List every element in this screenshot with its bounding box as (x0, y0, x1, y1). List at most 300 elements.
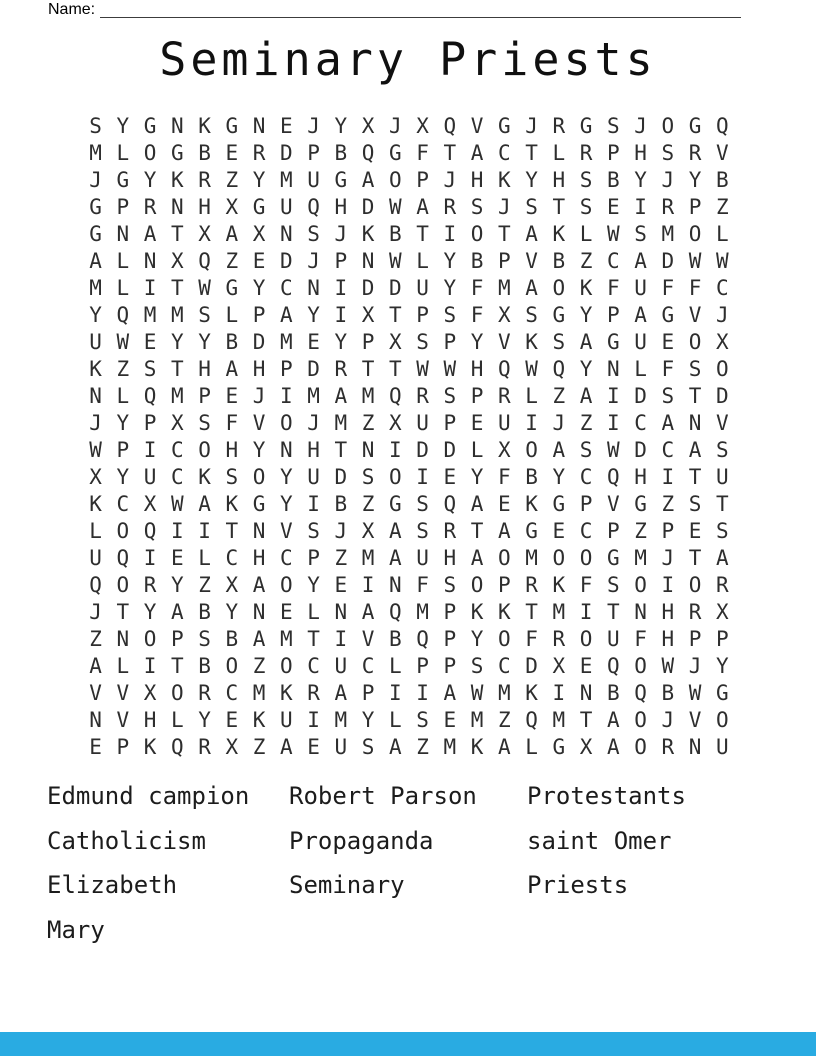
grid-letter: O (116, 518, 130, 543)
grid-letter: O (552, 275, 566, 300)
grid-letter: Z (252, 734, 266, 759)
grid-letter: V (607, 491, 620, 516)
grid-letter: C (661, 437, 675, 462)
grid-letter: B (552, 248, 566, 273)
grid-letter: X (389, 329, 402, 354)
grid-letter: B (716, 167, 729, 192)
grid-letter: A (280, 734, 293, 759)
grid-letter: H (634, 464, 647, 489)
grid-letter: Y (89, 302, 102, 327)
grid-letter: L (116, 140, 130, 165)
grid-letter: B (334, 140, 348, 165)
grid-letter: L (716, 221, 729, 246)
grid-letter: L (116, 653, 130, 678)
grid-letter: A (361, 599, 375, 624)
grid-letter: E (225, 383, 239, 408)
grid-letter: N (116, 221, 130, 246)
grid-letter: W (389, 194, 402, 219)
grid-letter: P (252, 302, 266, 327)
grid-letter: E (225, 707, 239, 732)
grid-letter: C (280, 275, 293, 300)
grid-letter: L (116, 383, 130, 408)
grid-letter: P (607, 140, 620, 165)
grid-letter: M (89, 275, 102, 300)
grid-letter: F (525, 626, 538, 651)
grid-letter: M (171, 383, 184, 408)
grid-letter: V (688, 302, 702, 327)
grid-letter: P (443, 626, 457, 651)
grid-letter: B (470, 248, 484, 273)
grid-letter: R (525, 572, 538, 597)
grid-letter: O (688, 221, 702, 246)
grid-letter: V (716, 410, 729, 435)
grid-letter: T (579, 707, 593, 732)
grid-letter: I (307, 707, 320, 732)
grid-letter: Z (89, 626, 102, 651)
grid-letter: N (634, 599, 647, 624)
grid-letter: M (361, 383, 375, 408)
grid-letter: M (634, 545, 647, 570)
word-list-item: saint Omer (527, 826, 672, 855)
grid-letter: P (171, 626, 184, 651)
grid-letter: G (607, 545, 620, 570)
grid-letter: N (688, 734, 702, 759)
grid-letter: X (716, 599, 729, 624)
grid-letter: T (171, 356, 184, 381)
grid-letter: Y (634, 167, 647, 192)
grid-letter: T (389, 302, 402, 327)
grid-letter: L (116, 275, 130, 300)
grid-letter: D (252, 329, 266, 354)
grid-letter: L (225, 302, 239, 327)
word-list-item: Propaganda (289, 826, 434, 855)
grid-letter: X (552, 653, 566, 678)
grid-letter: U (280, 194, 293, 219)
grid-letter: F (225, 410, 239, 435)
grid-letter: O (225, 653, 239, 678)
grid-letter: H (470, 167, 484, 192)
grid-letter: A (607, 707, 620, 732)
grid-letter: Q (716, 113, 729, 138)
grid-letter: G (552, 734, 566, 759)
grid-letter: N (116, 626, 130, 651)
grid-letter: B (225, 626, 239, 651)
grid-letter: T (443, 140, 457, 165)
grid-letter: K (552, 572, 566, 597)
grid-letter: C (498, 653, 511, 678)
grid-letter: S (416, 491, 429, 516)
grid-letter: S (225, 464, 239, 489)
grid-letter: S (525, 194, 538, 219)
grid-letter: G (334, 167, 348, 192)
grid-letter: D (416, 437, 429, 462)
grid-letter: M (334, 410, 348, 435)
grid-letter: S (198, 626, 211, 651)
grid-letter: L (307, 599, 320, 624)
grid-letter: L (634, 356, 647, 381)
grid-letter: Y (334, 113, 348, 138)
grid-letter: S (470, 653, 484, 678)
grid-letter: J (661, 545, 675, 570)
grid-letter: Z (198, 572, 211, 597)
grid-letter: P (307, 140, 320, 165)
grid-letter: M (280, 167, 293, 192)
grid-letter: N (280, 437, 293, 462)
grid-letter: H (252, 356, 266, 381)
grid-letter: V (525, 248, 538, 273)
grid-letter: K (361, 221, 375, 246)
grid-letter: J (688, 653, 702, 678)
grid-letter: V (716, 140, 729, 165)
grid-letter: P (498, 248, 511, 273)
grid-letter: F (661, 275, 675, 300)
grid-letter: Q (607, 464, 620, 489)
grid-letter: S (579, 437, 593, 462)
grid-letter: Y (116, 410, 130, 435)
grid-letter: N (280, 221, 293, 246)
grid-letter: I (361, 572, 375, 597)
grid-letter: S (634, 221, 647, 246)
grid-letter: O (470, 221, 484, 246)
grid-letter: A (89, 653, 102, 678)
grid-letter: U (307, 464, 320, 489)
grid-letter: M (443, 734, 457, 759)
grid-letter: Z (361, 491, 375, 516)
grid-letter: L (552, 140, 566, 165)
grid-letter: O (389, 167, 402, 192)
grid-letter: R (552, 113, 566, 138)
grid-letter: D (280, 248, 293, 273)
grid-letter: I (443, 221, 457, 246)
grid-letter: T (716, 491, 729, 516)
grid-letter: K (89, 356, 102, 381)
grid-letter: S (89, 113, 102, 138)
grid-letter: S (416, 707, 429, 732)
grid-letter: A (334, 680, 348, 705)
grid-letter: O (171, 680, 184, 705)
grid-letter: Y (225, 599, 239, 624)
grid-letter: G (552, 491, 566, 516)
grid-letter: Z (361, 410, 375, 435)
grid-letter: R (661, 194, 675, 219)
word-list-item: Edmund campion (47, 782, 250, 811)
grid-letter: J (89, 599, 102, 624)
grid-letter: G (661, 302, 675, 327)
grid-letter: Q (443, 113, 457, 138)
grid-letter: Y (280, 464, 293, 489)
grid-letter: Q (116, 545, 130, 570)
grid-letter: K (498, 599, 511, 624)
grid-letter: Q (143, 518, 157, 543)
grid-letter: S (416, 329, 429, 354)
grid-letter: P (443, 329, 457, 354)
grid-letter: F (498, 464, 511, 489)
grid-letter: G (225, 275, 239, 300)
grid-letter: Y (361, 707, 375, 732)
grid-letter: Y (525, 167, 538, 192)
grid-letter: U (280, 707, 293, 732)
grid-letter: J (552, 410, 566, 435)
grid-letter: Q (552, 356, 566, 381)
grid-letter: Y (443, 275, 457, 300)
grid-letter: K (552, 221, 566, 246)
grid-letter: E (579, 653, 593, 678)
grid-letter: M (661, 221, 675, 246)
grid-letter: O (525, 437, 538, 462)
grid-letter: C (498, 140, 511, 165)
grid-letter: H (634, 140, 647, 165)
grid-letter: Y (579, 302, 593, 327)
grid-letter: E (307, 734, 320, 759)
grid-letter: V (280, 518, 293, 543)
grid-letter: D (307, 356, 320, 381)
grid-letter: Y (116, 113, 130, 138)
grid-letter: D (634, 437, 647, 462)
grid-letter: I (579, 599, 593, 624)
grid-letter: P (443, 599, 457, 624)
grid-letter: P (416, 167, 429, 192)
grid-letter: H (661, 626, 675, 651)
grid-letter: R (443, 518, 457, 543)
word-list (47, 774, 762, 952)
grid-letter: N (171, 194, 184, 219)
grid-letter: Y (334, 329, 348, 354)
grid-letter: Y (252, 437, 266, 462)
grid-letter: P (688, 194, 702, 219)
grid-letter: T (307, 626, 320, 651)
grid-letter: A (280, 302, 293, 327)
grid-letter: P (361, 680, 375, 705)
grid-letter: Y (552, 464, 566, 489)
grid-letter: P (416, 653, 429, 678)
grid-letter: A (361, 167, 375, 192)
grid-letter: B (198, 140, 211, 165)
grid-letter: H (198, 356, 211, 381)
grid-letter: S (661, 383, 675, 408)
word-list-item: Elizabeth (47, 871, 178, 900)
grid-letter: S (443, 383, 457, 408)
grid-letter: Q (634, 680, 647, 705)
grid-letter: J (634, 113, 647, 138)
grid-letter: J (307, 248, 320, 273)
grid-letter: P (607, 518, 620, 543)
grid-letter: S (688, 356, 702, 381)
grid-letter: R (443, 194, 457, 219)
grid-letter: R (661, 734, 675, 759)
grid-letter: F (634, 626, 647, 651)
grid-letter: Y (470, 626, 484, 651)
grid-letter: E (252, 248, 266, 273)
grid-letter: O (716, 707, 729, 732)
grid-letter: H (661, 599, 675, 624)
grid-letter: Q (143, 383, 157, 408)
grid-letter: W (416, 356, 429, 381)
grid-letter: W (607, 221, 620, 246)
grid-letter: L (416, 248, 429, 273)
grid-letter: Y (443, 248, 457, 273)
grid-letter: N (143, 248, 157, 273)
grid-letter: Y (688, 167, 702, 192)
grid-letter: P (416, 302, 429, 327)
grid-letter: A (579, 383, 593, 408)
word-search-grid (82, 112, 736, 760)
grid-letter: U (716, 734, 729, 759)
grid-letter: J (498, 194, 511, 219)
grid-letter: P (607, 302, 620, 327)
grid-letter: B (198, 653, 211, 678)
grid-letter: S (443, 572, 457, 597)
grid-letter: B (389, 626, 402, 651)
grid-letter: P (198, 383, 211, 408)
grid-letter: M (89, 140, 102, 165)
grid-letter: A (470, 140, 484, 165)
grid-letter: A (389, 545, 402, 570)
grid-letter: N (334, 599, 348, 624)
grid-letter: A (89, 248, 102, 273)
grid-letter: A (171, 599, 184, 624)
grid-letter: D (525, 653, 538, 678)
grid-letter: Y (171, 329, 184, 354)
grid-letter: T (361, 356, 375, 381)
grid-letter: X (225, 734, 239, 759)
grid-letter: P (443, 653, 457, 678)
grid-letter: F (688, 275, 702, 300)
grid-letter: O (116, 572, 130, 597)
grid-letter: N (579, 680, 593, 705)
grid-letter: Y (198, 329, 211, 354)
grid-letter: M (307, 383, 320, 408)
grid-letter: X (198, 221, 211, 246)
grid-letter: E (443, 464, 457, 489)
grid-letter: H (470, 356, 484, 381)
grid-letter: K (470, 734, 484, 759)
grid-letter: M (280, 329, 293, 354)
grid-letter: C (171, 437, 184, 462)
grid-letter: I (334, 302, 348, 327)
grid-letter: O (198, 437, 211, 462)
grid-letter: M (498, 275, 511, 300)
grid-letter: A (443, 680, 457, 705)
grid-letter: R (198, 734, 211, 759)
grid-letter: S (525, 302, 538, 327)
grid-letter: K (525, 329, 538, 354)
grid-letter: A (607, 734, 620, 759)
grid-letter: T (552, 194, 566, 219)
grid-letter: U (634, 329, 647, 354)
grid-letter: R (498, 383, 511, 408)
grid-letter: I (143, 275, 157, 300)
grid-letter: A (552, 437, 566, 462)
grid-letter: R (307, 680, 320, 705)
grid-letter: E (552, 518, 566, 543)
grid-letter: N (89, 707, 102, 732)
grid-letter: X (389, 410, 402, 435)
grid-letter: G (525, 518, 538, 543)
grid-letter: A (470, 545, 484, 570)
grid-letter: T (225, 518, 239, 543)
grid-letter: J (716, 302, 729, 327)
grid-letter: A (225, 221, 239, 246)
grid-letter: Y (171, 572, 184, 597)
grid-letter: W (688, 680, 702, 705)
grid-letter: Q (443, 491, 457, 516)
grid-letter: S (198, 302, 211, 327)
grid-letter: O (280, 572, 293, 597)
grid-letter: O (579, 545, 593, 570)
grid-letter: M (416, 599, 429, 624)
grid-letter: Q (607, 653, 620, 678)
word-list-item: Protestants (527, 782, 686, 811)
grid-letter: R (334, 356, 348, 381)
grid-letter: T (470, 518, 484, 543)
grid-letter: W (607, 437, 620, 462)
grid-letter: K (525, 680, 538, 705)
grid-letter: G (688, 113, 702, 138)
grid-letter: Z (579, 248, 593, 273)
grid-letter: V (470, 113, 484, 138)
grid-letter: U (498, 410, 511, 435)
grid-letter: W (525, 356, 538, 381)
grid-letter: A (143, 221, 157, 246)
grid-letter: J (89, 167, 102, 192)
grid-letter: O (280, 410, 293, 435)
grid-letter: Q (525, 707, 538, 732)
grid-letter: J (334, 221, 348, 246)
grid-letter: I (198, 518, 211, 543)
grid-letter: F (661, 356, 675, 381)
grid-letter: O (552, 545, 566, 570)
grid-letter: C (607, 248, 620, 273)
grid-letter: S (443, 302, 457, 327)
grid-letter: P (716, 626, 729, 651)
grid-letter: L (89, 518, 102, 543)
grid-letter: P (280, 356, 293, 381)
grid-letter: Z (634, 518, 647, 543)
grid-letter: D (661, 248, 675, 273)
grid-letter: E (143, 329, 157, 354)
grid-letter: V (688, 707, 702, 732)
grid-letter: P (307, 545, 320, 570)
grid-letter: G (498, 113, 511, 138)
grid-letter: I (334, 275, 348, 300)
grid-letter: S (307, 518, 320, 543)
grid-letter: T (116, 599, 130, 624)
grid-letter: Z (716, 194, 729, 219)
grid-letter: W (389, 248, 402, 273)
grid-letter: H (198, 194, 211, 219)
grid-letter: R (688, 140, 702, 165)
grid-letter: Z (334, 545, 348, 570)
grid-letter: U (143, 464, 157, 489)
grid-letter: Y (143, 599, 157, 624)
grid-letter: R (579, 140, 593, 165)
grid-letter: E (280, 113, 293, 138)
grid-letter: K (171, 167, 184, 192)
grid-letter: C (579, 464, 593, 489)
grid-letter: Y (198, 707, 211, 732)
grid-letter: C (634, 410, 647, 435)
grid-letter: E (334, 572, 348, 597)
grid-letter: I (389, 680, 402, 705)
grid-letter: T (498, 221, 511, 246)
grid-letter: D (443, 437, 457, 462)
grid-letter: Y (143, 167, 157, 192)
grid-letter: N (252, 113, 266, 138)
grid-letter: U (89, 545, 102, 570)
grid-letter: N (171, 113, 184, 138)
grid-letter: M (498, 680, 511, 705)
grid-letter: A (252, 572, 266, 597)
